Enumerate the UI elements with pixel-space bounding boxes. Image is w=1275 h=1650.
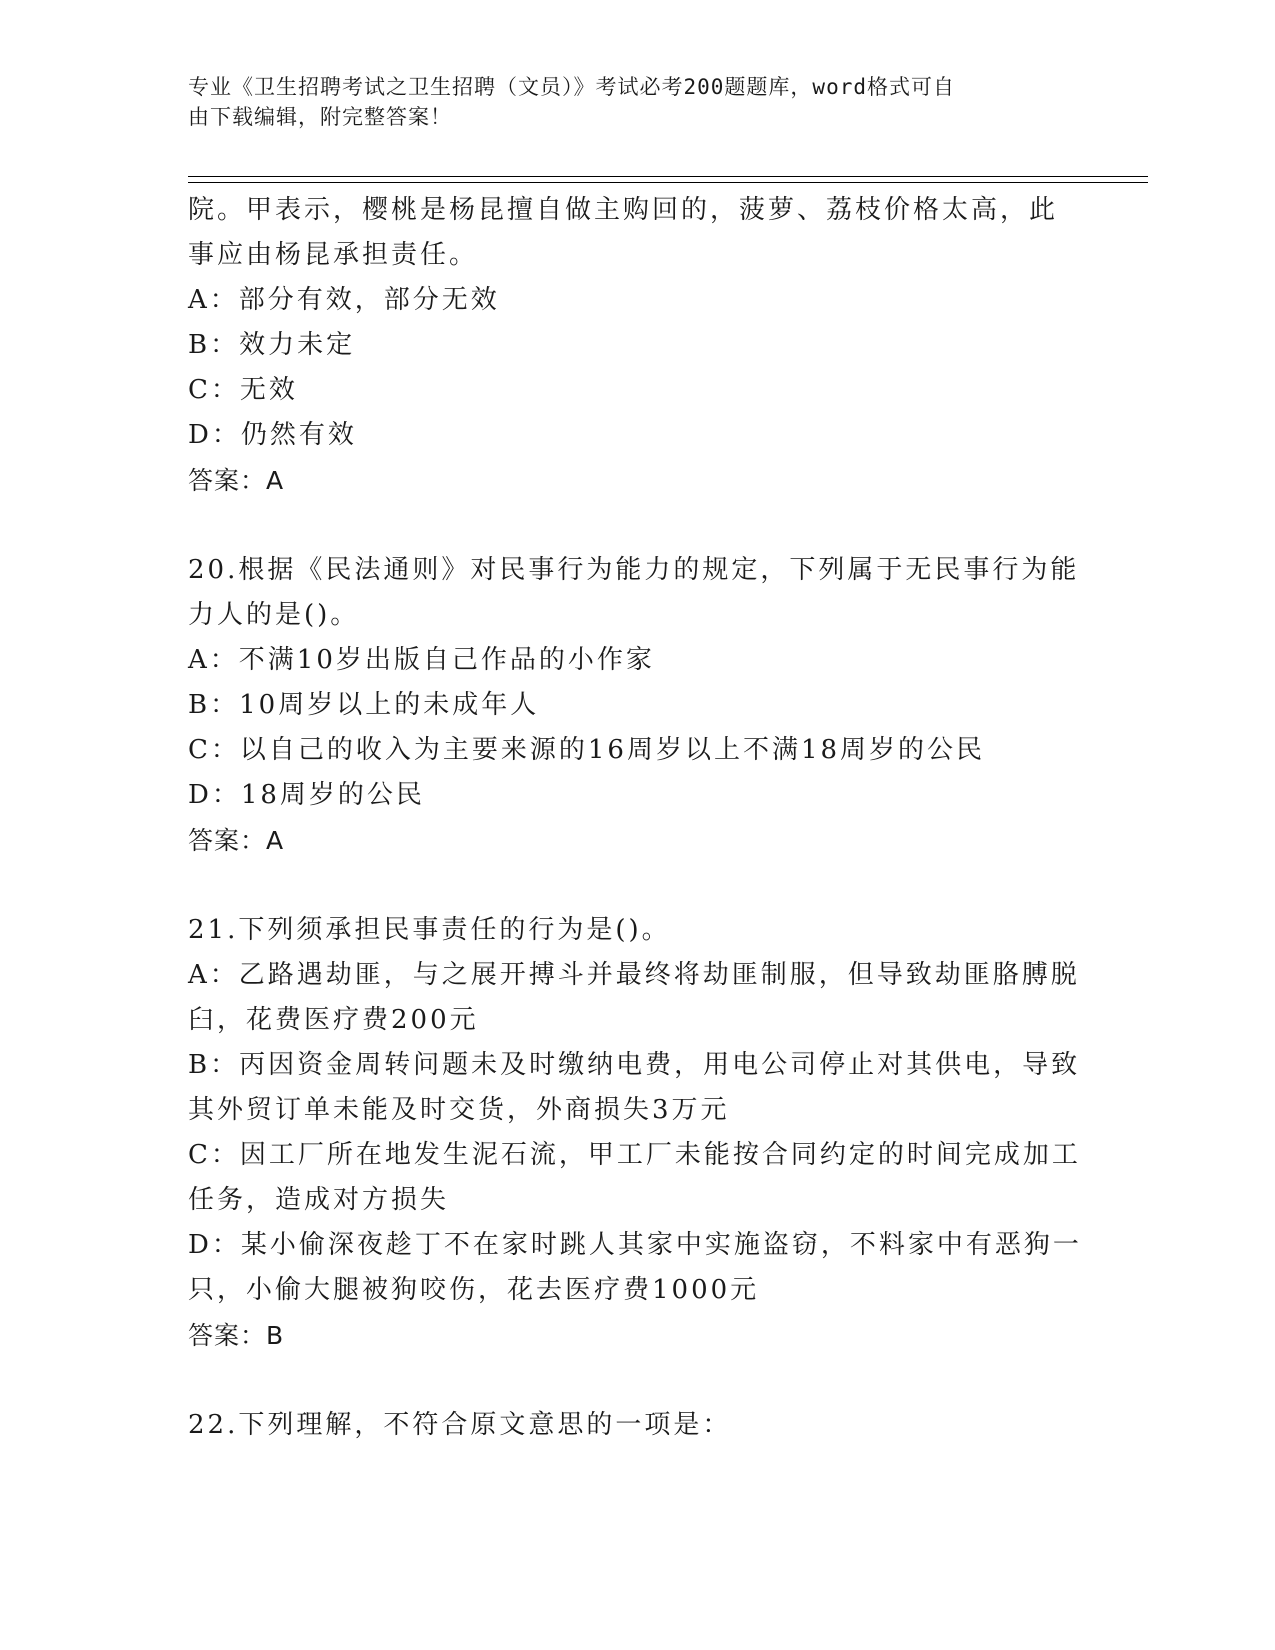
- question-content: [188, 188, 1082, 1448]
- question-20: [188, 548, 1080, 863]
- question-21: [188, 908, 1082, 1358]
- question-19-stem-line-2: 事应由杨昆承担责任。: [188, 240, 479, 270]
- question-21-option-d-line-2: 只，小偷大腿被狗咬伤，花去医疗费1000元: [188, 1275, 760, 1305]
- question-19-option-a: A：部分有效，部分无效: [188, 285, 500, 315]
- question-19: [188, 188, 1068, 503]
- question-21-option-a-line-2: 臼，花费医疗费200元: [188, 1005, 479, 1035]
- spacer: [188, 503, 1068, 548]
- question-21-answer: 答案：B: [188, 1321, 285, 1350]
- question-20-option-b: B：10周岁以上的未成年人: [188, 690, 540, 720]
- spacer: [188, 863, 1068, 908]
- question-20-option-d: D：18周岁的公民: [188, 780, 425, 810]
- question-21-option-c-line-1: C：因工厂所在地发生泥石流，甲工厂未能按合同约定的时间完成加工: [188, 1140, 1081, 1170]
- question-22: [188, 1403, 1068, 1448]
- question-21-option-b-line-1: B：丙因资金周转问题未及时缴纳电费，用电公司停止对其供电，导致: [188, 1050, 1081, 1080]
- question-20-stem-line-2: 力人的是()。: [188, 600, 360, 630]
- question-19-stem-line-1: 院。甲表示，樱桃是杨昆擅自做主购回的，菠萝、荔枝价格太高，此: [188, 195, 1059, 225]
- question-19-option-c: C：无效: [188, 375, 298, 405]
- header-line-2: 由下载编辑，附完整答案！: [188, 105, 452, 129]
- question-21-stem: 21.下列须承担民事责任的行为是()。: [188, 915, 671, 945]
- question-19-option-d: D：仍然有效: [188, 420, 357, 450]
- spacer: [188, 1358, 1068, 1403]
- header-line-1: 专业《卫生招聘考试之卫生招聘（文员）》考试必考200题题库，word格式可自: [188, 75, 955, 99]
- question-20-answer: 答案：A: [188, 826, 285, 855]
- question-21-option-c-line-2: 任务，造成对方损失: [188, 1185, 450, 1215]
- question-20-option-a: A：不满10岁出版自己作品的小作家: [188, 645, 655, 675]
- question-19-answer: 答案：A: [188, 466, 285, 495]
- header-divider: [188, 176, 1148, 183]
- question-21-option-b-line-2: 其外贸订单未能及时交货，外商损失3万元: [188, 1095, 730, 1125]
- question-19-option-b: B：效力未定: [188, 330, 356, 360]
- question-22-stem: 22.下列理解，不符合原文意思的一项是：: [188, 1410, 732, 1440]
- question-20-stem-line-1: 20.根据《民法通则》对民事行为能力的规定，下列属于无民事行为能: [188, 555, 1080, 585]
- question-20-option-c: C：以自己的收入为主要来源的16周岁以上不满18周岁的公民: [188, 735, 986, 765]
- document-header: [188, 72, 1068, 132]
- question-21-option-d-line-1: D：某小偷深夜趁丁不在家时跳人其家中实施盗窃，不料家中有恶狗一: [188, 1230, 1082, 1260]
- question-21-option-a-line-1: A：乙路遇劫匪，与之展开搏斗并最终将劫匪制服，但导致劫匪胳膊脱: [188, 960, 1080, 990]
